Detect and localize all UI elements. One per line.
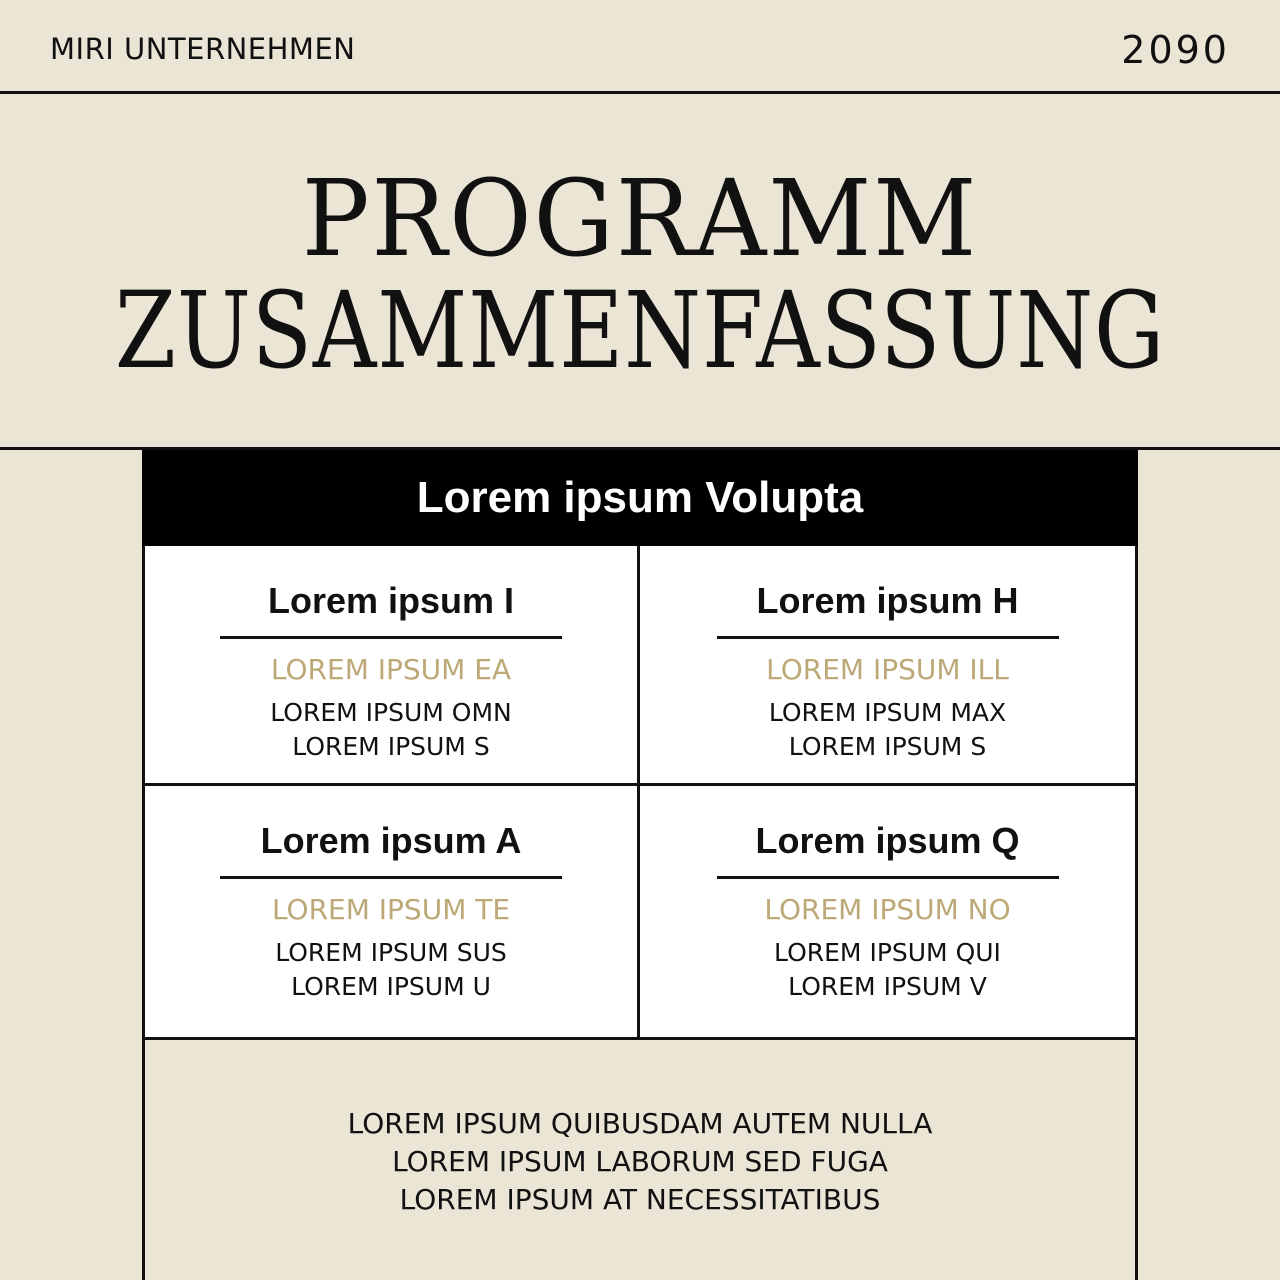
cell-line: LOREM IPSUM S xyxy=(292,732,490,761)
title-line-1: PROGRAMM xyxy=(301,157,979,280)
summary-cell xyxy=(145,546,640,786)
summary-grid xyxy=(142,546,1138,1040)
cell-accent: LOREM IPSUM ILL xyxy=(766,653,1009,686)
cell-accent: LOREM IPSUM NO xyxy=(764,893,1011,926)
cell-line: LOREM IPSUM V xyxy=(788,972,987,1001)
cell-divider xyxy=(220,636,562,639)
cell-line: LOREM IPSUM QUI xyxy=(774,938,1001,967)
footer-line: LOREM IPSUM QUIBUSDAM AUTEM NULLA xyxy=(347,1107,933,1140)
footer-line: LOREM IPSUM AT NECESSITATIBUS xyxy=(399,1183,881,1216)
cell-accent: LOREM IPSUM EA xyxy=(270,653,512,686)
cell-line: LOREM IPSUM U xyxy=(291,972,491,1001)
cell-title: Lorem ipsum A xyxy=(260,820,522,861)
cell-accent: LOREM IPSUM TE xyxy=(271,893,511,926)
cell-title: Lorem ipsum I xyxy=(267,580,515,621)
cell-title: Lorem ipsum H xyxy=(756,580,1019,621)
summary-cell xyxy=(640,786,1135,1040)
cell-line: LOREM IPSUM SUS xyxy=(275,938,507,967)
cell-line: LOREM IPSUM OMN xyxy=(270,698,512,727)
summary-cell xyxy=(145,786,640,1040)
page-title xyxy=(0,94,1280,450)
year-label: 2090 xyxy=(1121,28,1230,72)
cell-line: LOREM IPSUM MAX xyxy=(768,698,1007,727)
cell-divider xyxy=(717,876,1059,879)
cell-divider xyxy=(717,636,1059,639)
cell-title: Lorem ipsum Q xyxy=(755,820,1020,861)
company-name: MIRI UNTERNEHMEN xyxy=(50,32,356,66)
cell-line: LOREM IPSUM S xyxy=(788,732,987,761)
cell-divider xyxy=(220,876,562,879)
title-line-2: ZUSAMMENFASSUNG xyxy=(114,269,1166,392)
summary-cell xyxy=(640,546,1135,786)
footer-text xyxy=(145,1105,1135,1219)
footer-line: LOREM IPSUM LABORUM SED FUGA xyxy=(392,1145,888,1178)
header-bar xyxy=(0,0,1280,94)
table-heading: Lorem ipsum Volupta xyxy=(142,450,1138,546)
